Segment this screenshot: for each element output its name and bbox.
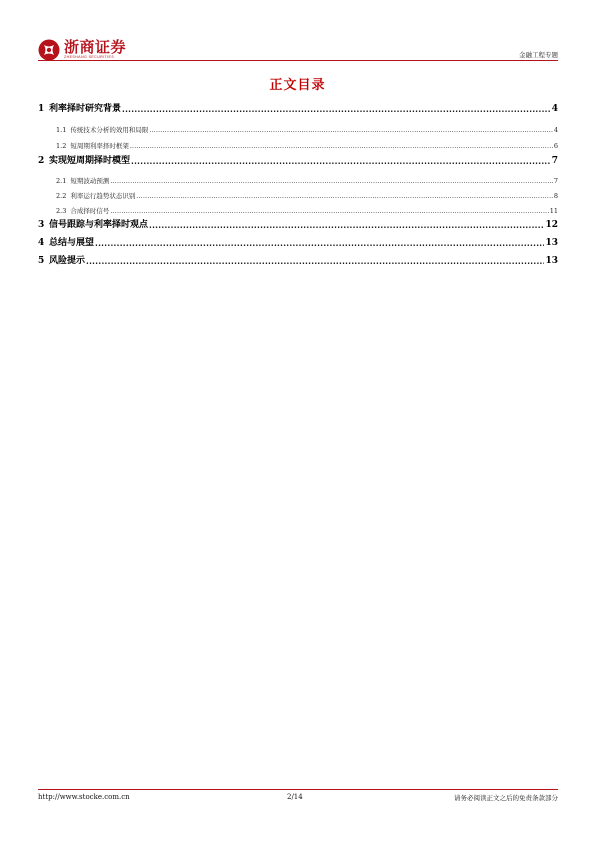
- page-header: [38, 36, 558, 66]
- toc-dot-leader: [131, 156, 551, 166]
- toc-entry-page: 11: [549, 207, 558, 215]
- toc-entry-page: 7: [551, 156, 558, 166]
- toc-entry-title: 风险提示: [49, 256, 86, 266]
- toc-entry-number: 4: [38, 238, 45, 248]
- toc-dot-leader: [86, 256, 544, 266]
- toc-entry-page: 12: [545, 220, 558, 230]
- toc-entry-chapter[interactable]: [38, 100, 558, 114]
- toc-dot-leader: [130, 140, 553, 150]
- toc-entry-section[interactable]: [38, 136, 558, 150]
- toc-entry-number: 2.3: [56, 207, 67, 215]
- toc-entry-number: 1.1: [56, 126, 67, 134]
- toc-entry-chapter[interactable]: [38, 234, 558, 248]
- toc-entry-title: 短周期利率择时框架: [70, 142, 129, 150]
- toc-entry-page: 13: [545, 256, 558, 266]
- toc-entry-number: 5: [38, 256, 45, 266]
- toc-dot-leader: [136, 190, 553, 200]
- toc-dot-leader: [110, 205, 548, 215]
- toc-entry-title: 利率择时研究背景: [49, 104, 122, 114]
- toc-entry-title: 合成择时信号: [70, 207, 110, 215]
- footer-disclaimer: 请务必阅读正文之后的免责条款部分: [454, 794, 558, 802]
- toc-dot-leader: [95, 238, 544, 248]
- toc-entry-section[interactable]: [38, 186, 558, 200]
- toc-entry-section[interactable]: [38, 201, 558, 215]
- toc-entry-section[interactable]: [38, 171, 558, 185]
- toc-entry-page: 13: [545, 238, 558, 248]
- toc-dot-leader: [122, 104, 551, 114]
- toc-entry-number: 1: [38, 104, 45, 114]
- toc-title: 正文目录: [269, 78, 326, 93]
- toc-entry-number: 2.1: [56, 177, 67, 185]
- toc-entry-page: 8: [553, 192, 558, 200]
- toc-entry-number: 1.2: [56, 142, 67, 150]
- toc-entry-chapter[interactable]: [38, 152, 558, 166]
- footer-url[interactable]: http://www.stocke.com.cn: [38, 793, 130, 801]
- toc-entry-number: 2.2: [56, 192, 67, 200]
- toc-entry-page: 4: [551, 104, 558, 114]
- toc-entry-title: 总结与展望: [49, 238, 95, 248]
- toc-dot-leader: [110, 175, 553, 185]
- toc-entry-title: 利率运行趋势状态识别: [70, 192, 136, 200]
- toc-entry-title: 信号跟踪与利率择时观点: [49, 220, 149, 230]
- toc-entry-chapter[interactable]: [38, 216, 558, 230]
- toc-entry-page: 7: [553, 177, 558, 185]
- report-type: 金融工程专题: [519, 51, 558, 59]
- header-divider: [38, 60, 558, 61]
- zheshang-logo-icon: [38, 39, 60, 61]
- toc-entry-page: 4: [553, 126, 558, 134]
- toc-entry-page: 6: [553, 142, 558, 150]
- toc-entry-title: 实现短周期择时模型: [49, 156, 131, 166]
- toc-dot-leader: [149, 124, 553, 134]
- page-indicator: 2/14: [287, 793, 303, 801]
- toc-dot-leader: [149, 220, 544, 230]
- toc-entry-number: 2: [38, 156, 45, 166]
- toc-entry-number: 3: [38, 220, 45, 230]
- company-name-cn: 浙商证券: [64, 38, 127, 56]
- toc-entry-section[interactable]: [38, 120, 558, 134]
- toc-entry-chapter[interactable]: [38, 252, 558, 266]
- footer-divider: [38, 789, 558, 790]
- toc-entry-title: 短期波动预测: [70, 177, 110, 185]
- toc-entry-title: 传统技术分析的效用和局限: [70, 126, 149, 134]
- company-name-en: ZHESHANG SECURITIES: [64, 55, 115, 59]
